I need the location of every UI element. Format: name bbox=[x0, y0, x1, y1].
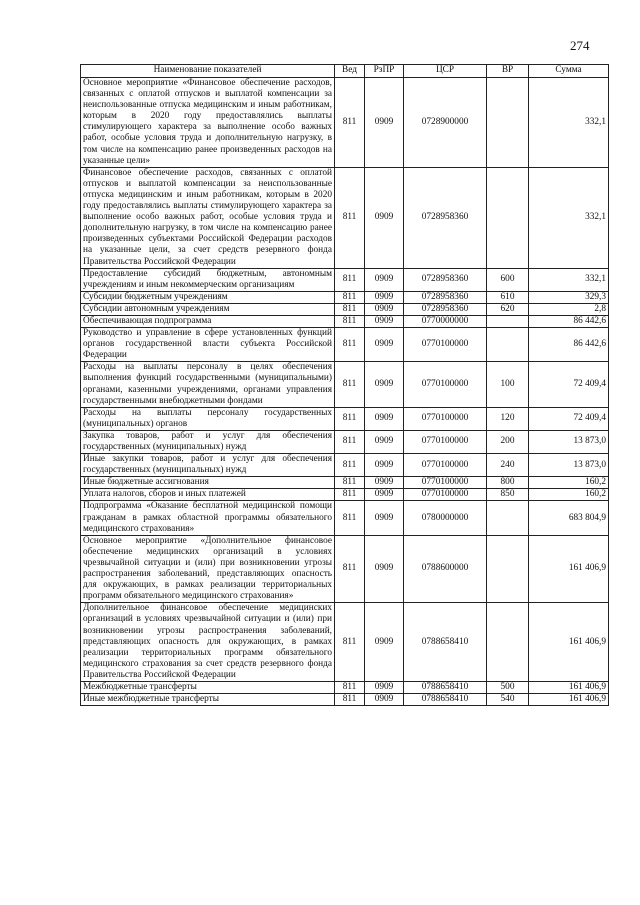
table-row bbox=[81, 681, 609, 693]
row-vr: 800 bbox=[487, 477, 529, 489]
row-ved: 811 bbox=[335, 315, 365, 327]
row-csr: 0788658410 bbox=[404, 681, 487, 693]
row-ved: 811 bbox=[335, 603, 365, 682]
row-sum: 72 409,4 bbox=[529, 407, 609, 430]
row-name: Межбюджетные трансферты bbox=[81, 681, 335, 693]
row-csr: 0780000000 bbox=[404, 501, 487, 535]
row-vr: 850 bbox=[487, 489, 529, 501]
row-rzpr: 0909 bbox=[365, 430, 404, 453]
row-name: Предоставление субсидий бюджетным, автономным учреждениям и иным некоммерческим организациям bbox=[81, 268, 335, 291]
row-rzpr: 0909 bbox=[365, 501, 404, 535]
row-vr bbox=[487, 315, 529, 327]
row-vr bbox=[487, 78, 529, 168]
row-name: Субсидии бюджетным учреждениям bbox=[81, 291, 335, 303]
row-sum: 72 409,4 bbox=[529, 362, 609, 407]
row-vr: 200 bbox=[487, 430, 529, 453]
header-rzpr: РзПР bbox=[365, 65, 404, 78]
row-vr bbox=[487, 167, 529, 268]
row-rzpr: 0909 bbox=[365, 681, 404, 693]
row-csr: 0770100000 bbox=[404, 430, 487, 453]
table-row bbox=[81, 477, 609, 489]
row-ved: 811 bbox=[335, 167, 365, 268]
row-name: Финансовое обеспечение расходов, связанных с оплатой отпусков и выплатой компенсации за неиспользованные отпуска медицинским и иным работникам, которым в 2020 году предоставлялись выплаты стимулирующего характера за выполнение особо важных работ, особые условия труда и дополнительную нагрузку, в том числе на компенсацию ранее произведенных субъектами Российской Федерации расходов на указанные цели, за счет средств резервного фонда Правительства Российской Федерации bbox=[81, 167, 335, 268]
row-sum: 332,1 bbox=[529, 167, 609, 268]
row-vr: 100 bbox=[487, 362, 529, 407]
table-row bbox=[81, 328, 609, 362]
table-row bbox=[81, 694, 609, 706]
table-header-row bbox=[81, 65, 609, 78]
row-csr: 0728958360 bbox=[404, 167, 487, 268]
row-vr: 620 bbox=[487, 303, 529, 315]
row-name: Обеспечивающая подпрограмма bbox=[81, 315, 335, 327]
table-row bbox=[81, 167, 609, 268]
row-sum: 13 873,0 bbox=[529, 454, 609, 477]
row-vr: 500 bbox=[487, 681, 529, 693]
table-row bbox=[81, 603, 609, 682]
row-name: Дополнительное финансовое обеспечение медицинских организаций в условиях чрезвычайной ситуации и (или) при возникновении угрозы распространения заболеваний, представляющих опасность для окружающих, в рамках реализации территориальных программ обязательного медицинского страхования за счет средств резервного фонда Правительства Российской Федерации bbox=[81, 603, 335, 682]
row-vr: 120 bbox=[487, 407, 529, 430]
row-ved: 811 bbox=[335, 78, 365, 168]
table-row bbox=[81, 78, 609, 168]
row-rzpr: 0909 bbox=[365, 489, 404, 501]
row-ved: 811 bbox=[335, 694, 365, 706]
row-ved: 811 bbox=[335, 268, 365, 291]
row-csr: 0770100000 bbox=[404, 454, 487, 477]
row-csr: 0770000000 bbox=[404, 315, 487, 327]
row-rzpr: 0909 bbox=[365, 694, 404, 706]
row-ved: 811 bbox=[335, 501, 365, 535]
row-rzpr: 0909 bbox=[365, 362, 404, 407]
row-name: Иные межбюджетные трансферты bbox=[81, 694, 335, 706]
row-ved: 811 bbox=[335, 430, 365, 453]
row-ved: 811 bbox=[335, 407, 365, 430]
row-vr: 540 bbox=[487, 694, 529, 706]
row-name: Иные бюджетные ассигнования bbox=[81, 477, 335, 489]
row-name: Субсидии автономным учреждениям bbox=[81, 303, 335, 315]
row-csr: 0788658410 bbox=[404, 694, 487, 706]
row-rzpr: 0909 bbox=[365, 291, 404, 303]
table-row bbox=[81, 501, 609, 535]
row-rzpr: 0909 bbox=[365, 603, 404, 682]
row-name: Основное мероприятие «Финансовое обеспечение расходов, связанных с оплатой отпусков и выплатой компенсации за неиспользованные отпуска медицинским и иным работникам, которым в 2020 году предоставлялись выплаты стимулирующего характера за выполнение особо важных работ, особые условия труда и дополнительную нагрузку, в том числе на компенсацию ранее произведенных расходов на указанные цели» bbox=[81, 78, 335, 168]
row-name: Закупка товаров, работ и услуг для обеспечения государственных (муниципальных) нужд bbox=[81, 430, 335, 453]
row-csr: 0770100000 bbox=[404, 362, 487, 407]
header-name: Наименование показателей bbox=[81, 65, 335, 78]
table-row bbox=[81, 430, 609, 453]
row-rzpr: 0909 bbox=[365, 167, 404, 268]
table-row bbox=[81, 303, 609, 315]
table-row bbox=[81, 454, 609, 477]
row-ved: 811 bbox=[335, 362, 365, 407]
row-rzpr: 0909 bbox=[365, 303, 404, 315]
row-sum: 13 873,0 bbox=[529, 430, 609, 453]
row-vr: 610 bbox=[487, 291, 529, 303]
row-rzpr: 0909 bbox=[365, 535, 404, 603]
row-sum: 161 406,9 bbox=[529, 535, 609, 603]
row-vr bbox=[487, 603, 529, 682]
table-row bbox=[81, 407, 609, 430]
row-rzpr: 0909 bbox=[365, 315, 404, 327]
row-rzpr: 0909 bbox=[365, 268, 404, 291]
row-ved: 811 bbox=[335, 681, 365, 693]
row-csr: 0788600000 bbox=[404, 535, 487, 603]
row-rzpr: 0909 bbox=[365, 477, 404, 489]
row-csr: 0728958360 bbox=[404, 291, 487, 303]
row-sum: 683 804,9 bbox=[529, 501, 609, 535]
row-ved: 811 bbox=[335, 303, 365, 315]
row-sum: 161 406,9 bbox=[529, 603, 609, 682]
table-row bbox=[81, 315, 609, 327]
row-vr bbox=[487, 535, 529, 603]
header-ved: Вед bbox=[335, 65, 365, 78]
table-row bbox=[81, 535, 609, 603]
row-vr: 240 bbox=[487, 454, 529, 477]
row-sum: 160,2 bbox=[529, 489, 609, 501]
row-sum: 160,2 bbox=[529, 477, 609, 489]
row-ved: 811 bbox=[335, 477, 365, 489]
row-csr: 0728958360 bbox=[404, 268, 487, 291]
row-name: Расходы на выплаты персоналу государственных (муниципальных) органов bbox=[81, 407, 335, 430]
row-rzpr: 0909 bbox=[365, 78, 404, 168]
row-name: Иные закупки товаров, работ и услуг для обеспечения государственных (муниципальных) нужд bbox=[81, 454, 335, 477]
table-row bbox=[81, 268, 609, 291]
row-vr: 600 bbox=[487, 268, 529, 291]
row-sum: 332,1 bbox=[529, 268, 609, 291]
row-sum: 329,3 bbox=[529, 291, 609, 303]
row-sum: 86 442,6 bbox=[529, 315, 609, 327]
row-csr: 0770100000 bbox=[404, 407, 487, 430]
row-sum: 161 406,9 bbox=[529, 694, 609, 706]
row-name: Уплата налогов, сборов и иных платежей bbox=[81, 489, 335, 501]
row-vr bbox=[487, 501, 529, 535]
row-csr: 0788658410 bbox=[404, 603, 487, 682]
row-csr: 0770100000 bbox=[404, 328, 487, 362]
header-sum: Сумма bbox=[529, 65, 609, 78]
row-name: Подпрограмма «Оказание бесплатной медицинской помощи гражданам в рамках областной программы обязательного медицинского страхования» bbox=[81, 501, 335, 535]
row-ved: 811 bbox=[335, 535, 365, 603]
row-sum: 332,1 bbox=[529, 78, 609, 168]
table-row bbox=[81, 291, 609, 303]
row-ved: 811 bbox=[335, 454, 365, 477]
row-ved: 811 bbox=[335, 328, 365, 362]
row-csr: 0770100000 bbox=[404, 477, 487, 489]
row-sum: 86 442,6 bbox=[529, 328, 609, 362]
budget-table bbox=[80, 64, 609, 706]
row-ved: 811 bbox=[335, 291, 365, 303]
row-sum: 161 406,9 bbox=[529, 681, 609, 693]
row-rzpr: 0909 bbox=[365, 328, 404, 362]
page-number: 274 bbox=[570, 38, 590, 53]
row-name: Расходы на выплаты персоналу в целях обеспечения выполнения функций государственными (муниципальными) органами, казенными учреждениями, органами управления государственными внебюджетными фондами bbox=[81, 362, 335, 407]
row-sum: 2,8 bbox=[529, 303, 609, 315]
row-rzpr: 0909 bbox=[365, 407, 404, 430]
row-vr bbox=[487, 328, 529, 362]
header-vr: ВР bbox=[487, 65, 529, 78]
row-ved: 811 bbox=[335, 489, 365, 501]
row-csr: 0728900000 bbox=[404, 78, 487, 168]
table-row bbox=[81, 489, 609, 501]
row-rzpr: 0909 bbox=[365, 454, 404, 477]
table-row bbox=[81, 362, 609, 407]
row-csr: 0728958360 bbox=[404, 303, 487, 315]
row-name: Руководство и управление в сфере установленных функций органов государственной власти субъекта Российской Федерации bbox=[81, 328, 335, 362]
header-csr: ЦСР bbox=[404, 65, 487, 78]
row-name: Основное мероприятие «Дополнительное финансовое обеспечение медицинских организаций в условиях чрезвычайной ситуации и (или) при возникновении угрозы распространения заболеваний, представляющих опасность для окружающих, в рамках реализации территориальных программ обязательного медицинского страхования» bbox=[81, 535, 335, 603]
row-csr: 0770100000 bbox=[404, 489, 487, 501]
